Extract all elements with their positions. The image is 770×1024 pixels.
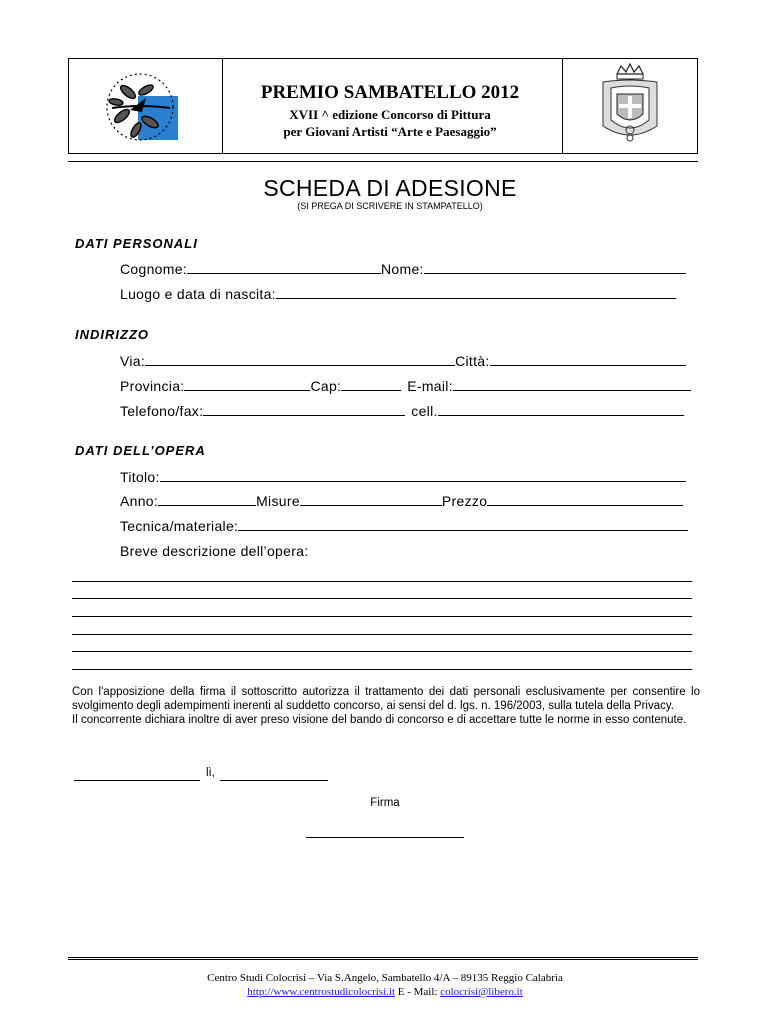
header-divider-left: [222, 58, 223, 154]
via-field[interactable]: [145, 353, 455, 366]
description-line[interactable]: [72, 651, 692, 652]
footer-address: Centro Studi Colocrisi – Via S.Angelo, Sambatello 4/A – 89135 Reggio Calabria: [207, 972, 563, 984]
field-row-telefono: [120, 403, 684, 419]
citta-label: Città:: [455, 353, 490, 369]
cap-label: Cap:: [310, 378, 342, 394]
provincia-field[interactable]: [184, 378, 310, 391]
header-right-border: [697, 58, 698, 154]
consent-paragraph-privacy: Con l'apposizione della firma il sottoscritto autorizza il trattamento dei dati personali esclusivamente per consentire lo svolgimento degli adempimenti inerenti al suddetto concorso, ai sensi del d. lgs. n. 196/2003, sulla tutela della Privacy.: [72, 686, 700, 712]
contest-subtitle-artists: per Giovani Artisti “Arte e Paesaggio”: [283, 124, 497, 139]
footer-rule: [68, 957, 698, 958]
description-line[interactable]: [72, 581, 692, 582]
email-field[interactable]: [453, 378, 691, 391]
place-date-separator: lì,: [206, 767, 215, 779]
descrizione-label: Breve descrizione dell’opera:: [120, 543, 309, 559]
description-line[interactable]: [72, 634, 692, 635]
email-footer-label: E - Mail:: [397, 986, 438, 998]
tecnica-label: Tecnica/materiale:: [120, 518, 239, 534]
misure-field[interactable]: [300, 493, 442, 506]
form-note: (SI PREGA DI SCRIVERE IN STAMPATELLO): [297, 201, 483, 211]
misure-label: Misure: [256, 493, 300, 509]
header-left-border: [68, 58, 69, 154]
section-heading-personal: DATI PERSONALI: [75, 236, 198, 251]
consent-text: [72, 685, 700, 727]
cell-field[interactable]: [438, 403, 684, 416]
savoy-crest-icon: [597, 60, 663, 148]
tecnica-field[interactable]: [238, 518, 688, 531]
prezzo-label: Prezzo: [441, 493, 488, 509]
consent-paragraph-rules: Il concorrente dichiara inoltre di aver preso visione del bando di concorso e di accettare tutte le norme in esso contenute.: [72, 714, 687, 726]
provincia-label: Provincia:: [120, 378, 185, 394]
email-label: E-mail:: [407, 378, 453, 394]
header-top-border: [68, 58, 698, 59]
field-row-provincia: [120, 378, 691, 394]
header-bottom-border: [68, 153, 698, 154]
header-rule: [68, 161, 698, 162]
centro-studi-logo: [100, 64, 180, 150]
citta-field[interactable]: [490, 353, 686, 366]
anno-field[interactable]: [158, 493, 256, 506]
nome-label: Nome:: [381, 261, 424, 277]
contest-subtitle-edition: XVII ^ edizione Concorso di Pittura: [289, 107, 491, 122]
section-heading-address: INDIRIZZO: [75, 327, 149, 342]
place-field[interactable]: [74, 780, 200, 781]
footer-contacts: [100, 986, 670, 998]
contest-title: PREMIO SAMBATELLO 2012: [260, 82, 520, 103]
signature-field[interactable]: [306, 837, 464, 838]
nascita-field[interactable]: [276, 286, 676, 299]
field-row-birth: [120, 286, 676, 302]
form-title: SCHEDA DI ADESIONE: [263, 175, 517, 201]
field-row-anno: [120, 493, 683, 509]
cell-label: cell.: [411, 403, 438, 419]
telefono-field[interactable]: [203, 403, 405, 416]
signature-label: Firma: [370, 797, 400, 809]
email-link[interactable]: colocrisi@libero.it: [440, 986, 523, 998]
header-divider-right: [562, 58, 563, 154]
prezzo-field[interactable]: [487, 493, 683, 506]
cognome-label: Cognome:: [120, 261, 187, 277]
via-label: Via:: [120, 353, 146, 369]
cognome-field[interactable]: [187, 261, 381, 274]
telefono-label: Telefono/fax:: [120, 403, 204, 419]
nome-field[interactable]: [424, 261, 686, 274]
website-link[interactable]: http://www.centrostudicolocrisi.it: [247, 986, 395, 998]
cap-field[interactable]: [341, 378, 401, 391]
description-line[interactable]: [72, 669, 692, 670]
field-row-descrizione: [120, 543, 308, 559]
section-heading-artwork: DATI DELL’OPERA: [75, 443, 206, 458]
field-row-name: [120, 261, 686, 277]
footer-rule-double: [68, 959, 698, 960]
date-field[interactable]: [220, 780, 328, 781]
field-row-tecnica: [120, 518, 688, 534]
nascita-label: Luogo e data di nascita:: [120, 286, 276, 302]
description-line[interactable]: [72, 616, 692, 617]
titolo-label: Titolo:: [120, 469, 160, 485]
description-line[interactable]: [72, 598, 692, 599]
anno-label: Anno:: [120, 493, 159, 509]
field-row-titolo: [120, 469, 686, 485]
field-row-via: [120, 353, 686, 369]
titolo-field[interactable]: [160, 469, 686, 482]
